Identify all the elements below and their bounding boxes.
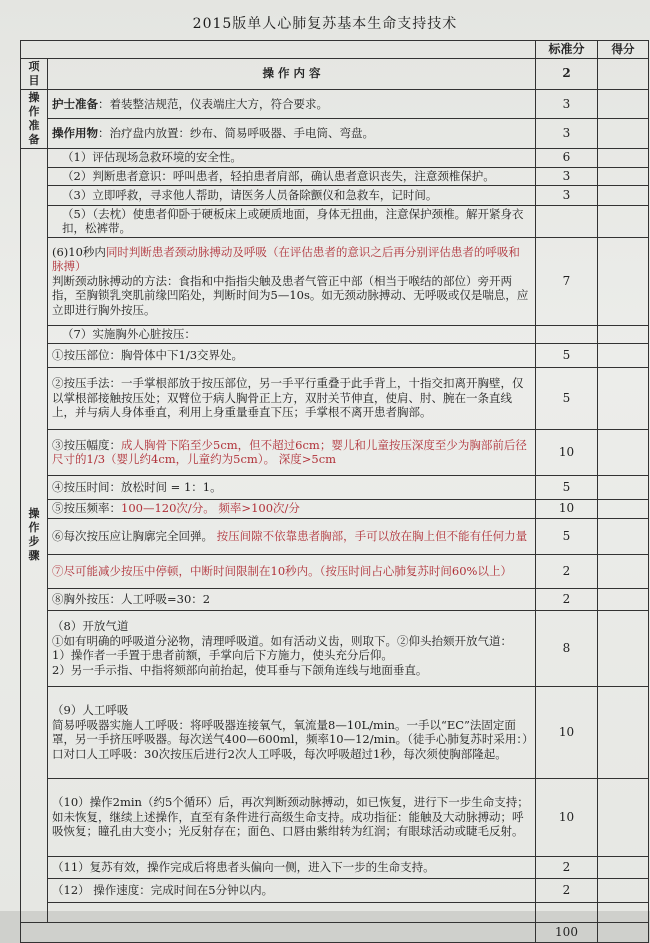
score-cell: 10	[536, 429, 598, 475]
score-cell: 2	[536, 58, 598, 89]
table-header-row	[21, 41, 649, 59]
compression-rate: ⑤按压频率：100—120次/分。 频率>100次/分	[48, 499, 536, 518]
table-row	[21, 686, 649, 778]
score-cell: 5	[536, 367, 598, 429]
score-cell: 5	[536, 475, 598, 499]
table-row	[21, 610, 649, 686]
header-score-obtained: 得分	[598, 41, 649, 59]
score-cell: 2	[536, 856, 598, 878]
step-12: （12） 操作速度：完成时间在5分钟以内。	[48, 878, 536, 902]
score-cell: 2	[536, 588, 598, 610]
table-row	[21, 518, 649, 554]
table-row	[21, 588, 649, 610]
total-row	[21, 922, 649, 942]
document-title: 2015版单人心肺复苏基本生命支持技术	[192, 16, 458, 32]
table-row	[21, 429, 649, 475]
group-label-prep: 操作准备	[21, 89, 48, 148]
step-7: （7）实施胸外心脏按压：	[48, 325, 536, 343]
score-cell	[536, 205, 598, 237]
score-cell: 10	[536, 686, 598, 778]
table-row	[21, 148, 649, 167]
score-cell: 10	[536, 499, 598, 518]
compression-time: ④按压时间：放松时间 = 1：1。	[48, 475, 536, 499]
step-9-ventilation: （9）人工呼吸 简易呼吸器实施人工呼吸：将呼吸器连接氧气，氧流量8—10L/min。一手以“EC”法固定面罩，另一手挤压呼吸器。每次送气400—600ml，频率10—12/min。（徒手心肺复苏时采用：）口对口人工呼吸：30次按压后进行2次人工呼吸，每次呼吸超过1秒，每次须使胸部隆起。	[48, 686, 536, 778]
table-row	[21, 89, 649, 119]
score-cell: 2	[536, 554, 598, 588]
score-cell: 5	[536, 518, 598, 554]
table-row	[21, 902, 649, 922]
table-row	[21, 205, 649, 237]
step-5: （5）（去枕）使患者仰卧于硬板床上或硬质地面，身体无扭曲，注意保护颈椎。解开紧身衣扣，松裤带。	[48, 205, 536, 237]
table-row	[21, 185, 649, 205]
table-row	[21, 554, 649, 588]
step-1: （1）评估现场急救环境的安全性。	[48, 148, 536, 167]
procedure-table	[20, 40, 649, 943]
score-cell: 3	[536, 185, 598, 205]
score-cell: 8	[536, 610, 598, 686]
header-content: 操 作 内 容	[48, 58, 536, 89]
group-label-steps: 操作步骤	[21, 148, 48, 922]
score-cell: 10	[536, 778, 598, 856]
table-row	[21, 237, 649, 325]
step-2: （2）判断患者意识：呼叫患者，轻拍患者肩部，确认患者意识丧失，注意颈椎保护。	[48, 167, 536, 185]
table-subheader-row	[21, 58, 649, 89]
table-row	[21, 325, 649, 343]
score-cell: 3	[536, 167, 598, 185]
compression-position: ①按压部位：胸骨体中下1/3交界处。	[48, 343, 536, 367]
table-row	[21, 778, 649, 856]
table-row	[21, 499, 649, 518]
table-row	[21, 878, 649, 902]
chest-recoil: ⑥每次按压应让胸廓完全回弹。 按压间隙不依靠患者胸部，手可以放在胸上但不能有任何力量	[48, 518, 536, 554]
table-row	[21, 167, 649, 185]
score-cell: 5	[536, 343, 598, 367]
header-standard-score: 标准分	[536, 41, 598, 59]
score-cell: 6	[536, 148, 598, 167]
table-row	[21, 475, 649, 499]
prep-nurse: 护士准备：着装整洁规范，仪表端庄大方，符合要求。	[48, 89, 536, 119]
score-cell: 3	[536, 119, 598, 149]
table-row	[21, 856, 649, 878]
score-cell: 3	[536, 89, 598, 119]
table-row	[21, 367, 649, 429]
step-10-reassess: （10）操作2min（约5个循环）后，再次判断颈动脉搏动，如已恢复，进行下一步生命支持；如未恢复，继续上述操作，直至有条件进行高级生命支持。成功指征：能触及大动脉搏动；呼吸恢复；瞳孔由大变小；光反射存在；面色、口唇由紫绀转为红润；有眼球活动或睫毛反射。	[48, 778, 536, 856]
minimize-interruptions: ⑦尽可能减少按压中停顿，中断时间限制在10秒内。（按压时间占心肺复苏时间60%以上）	[48, 554, 536, 588]
compression-ventilation-ratio: ⑧胸外按压：人工呼吸=30：2	[48, 588, 536, 610]
compression-depth: ③按压幅度：成人胸骨下陷至少5cm，但不超过6cm；婴儿和儿童按压深度至少为胸部前后径尺寸的1/3（婴儿约4cm，儿童约为5cm）。 深度>5cm	[48, 429, 536, 475]
table-row	[21, 343, 649, 367]
score-cell: 7	[536, 237, 598, 325]
step-3: （3）立即呼救，寻求他人帮助，请医务人员备除颤仪和急救车，记时间。	[48, 185, 536, 205]
prep-supplies: 操作用物：治疗盘内放置：纱布、简易呼吸器、手电筒、弯盘。	[48, 119, 536, 149]
step-8-airway: （8）开放气道 ①如有明确的呼吸道分泌物，清理呼吸道。如有活动义齿，则取下。②仰头抬颏开放气道： 1）操作者一手置于患者前额，手掌向后下方施力，使头充分后仰。 2）另一手示指、中指将颏部向前抬起，使耳垂与下颌角连线与地面垂直。	[48, 610, 536, 686]
table-row	[21, 119, 649, 149]
score-cell: 2	[536, 878, 598, 902]
header-item: 项目	[21, 58, 48, 89]
step-6: (6)10秒内同时判断患者颈动脉搏动及呼吸（在评估患者的意识之后再分别评估患者的呼吸和脉搏） 判断颈动脉搏动的方法：食指和中指指尖触及患者气管正中部（相当于喉结的部位）旁开两指，至胸锁乳突肌前缘凹陷处，判断时间为5—10s。如无颈动脉搏动、无呼吸或仅是喘息，应立即进行胸外按压。	[48, 237, 536, 325]
step-11: （11）复苏有效，操作完成后将患者头偏向一侧，进入下一步的生命支持。	[48, 856, 536, 878]
total-score: 100	[536, 922, 598, 942]
compression-technique: ②按压手法：一手掌根部放于按压部位，另一手平行重叠于此手背上，十指交扣离开胸壁，仅以掌根部接触按压处；双臂位于病人胸骨正上方，双肘关节伸直，使肩、肘、腕在一条直线上，并与病人身体垂直，利用上身重量垂直下压；手掌根不离开患者胸部。	[48, 367, 536, 429]
